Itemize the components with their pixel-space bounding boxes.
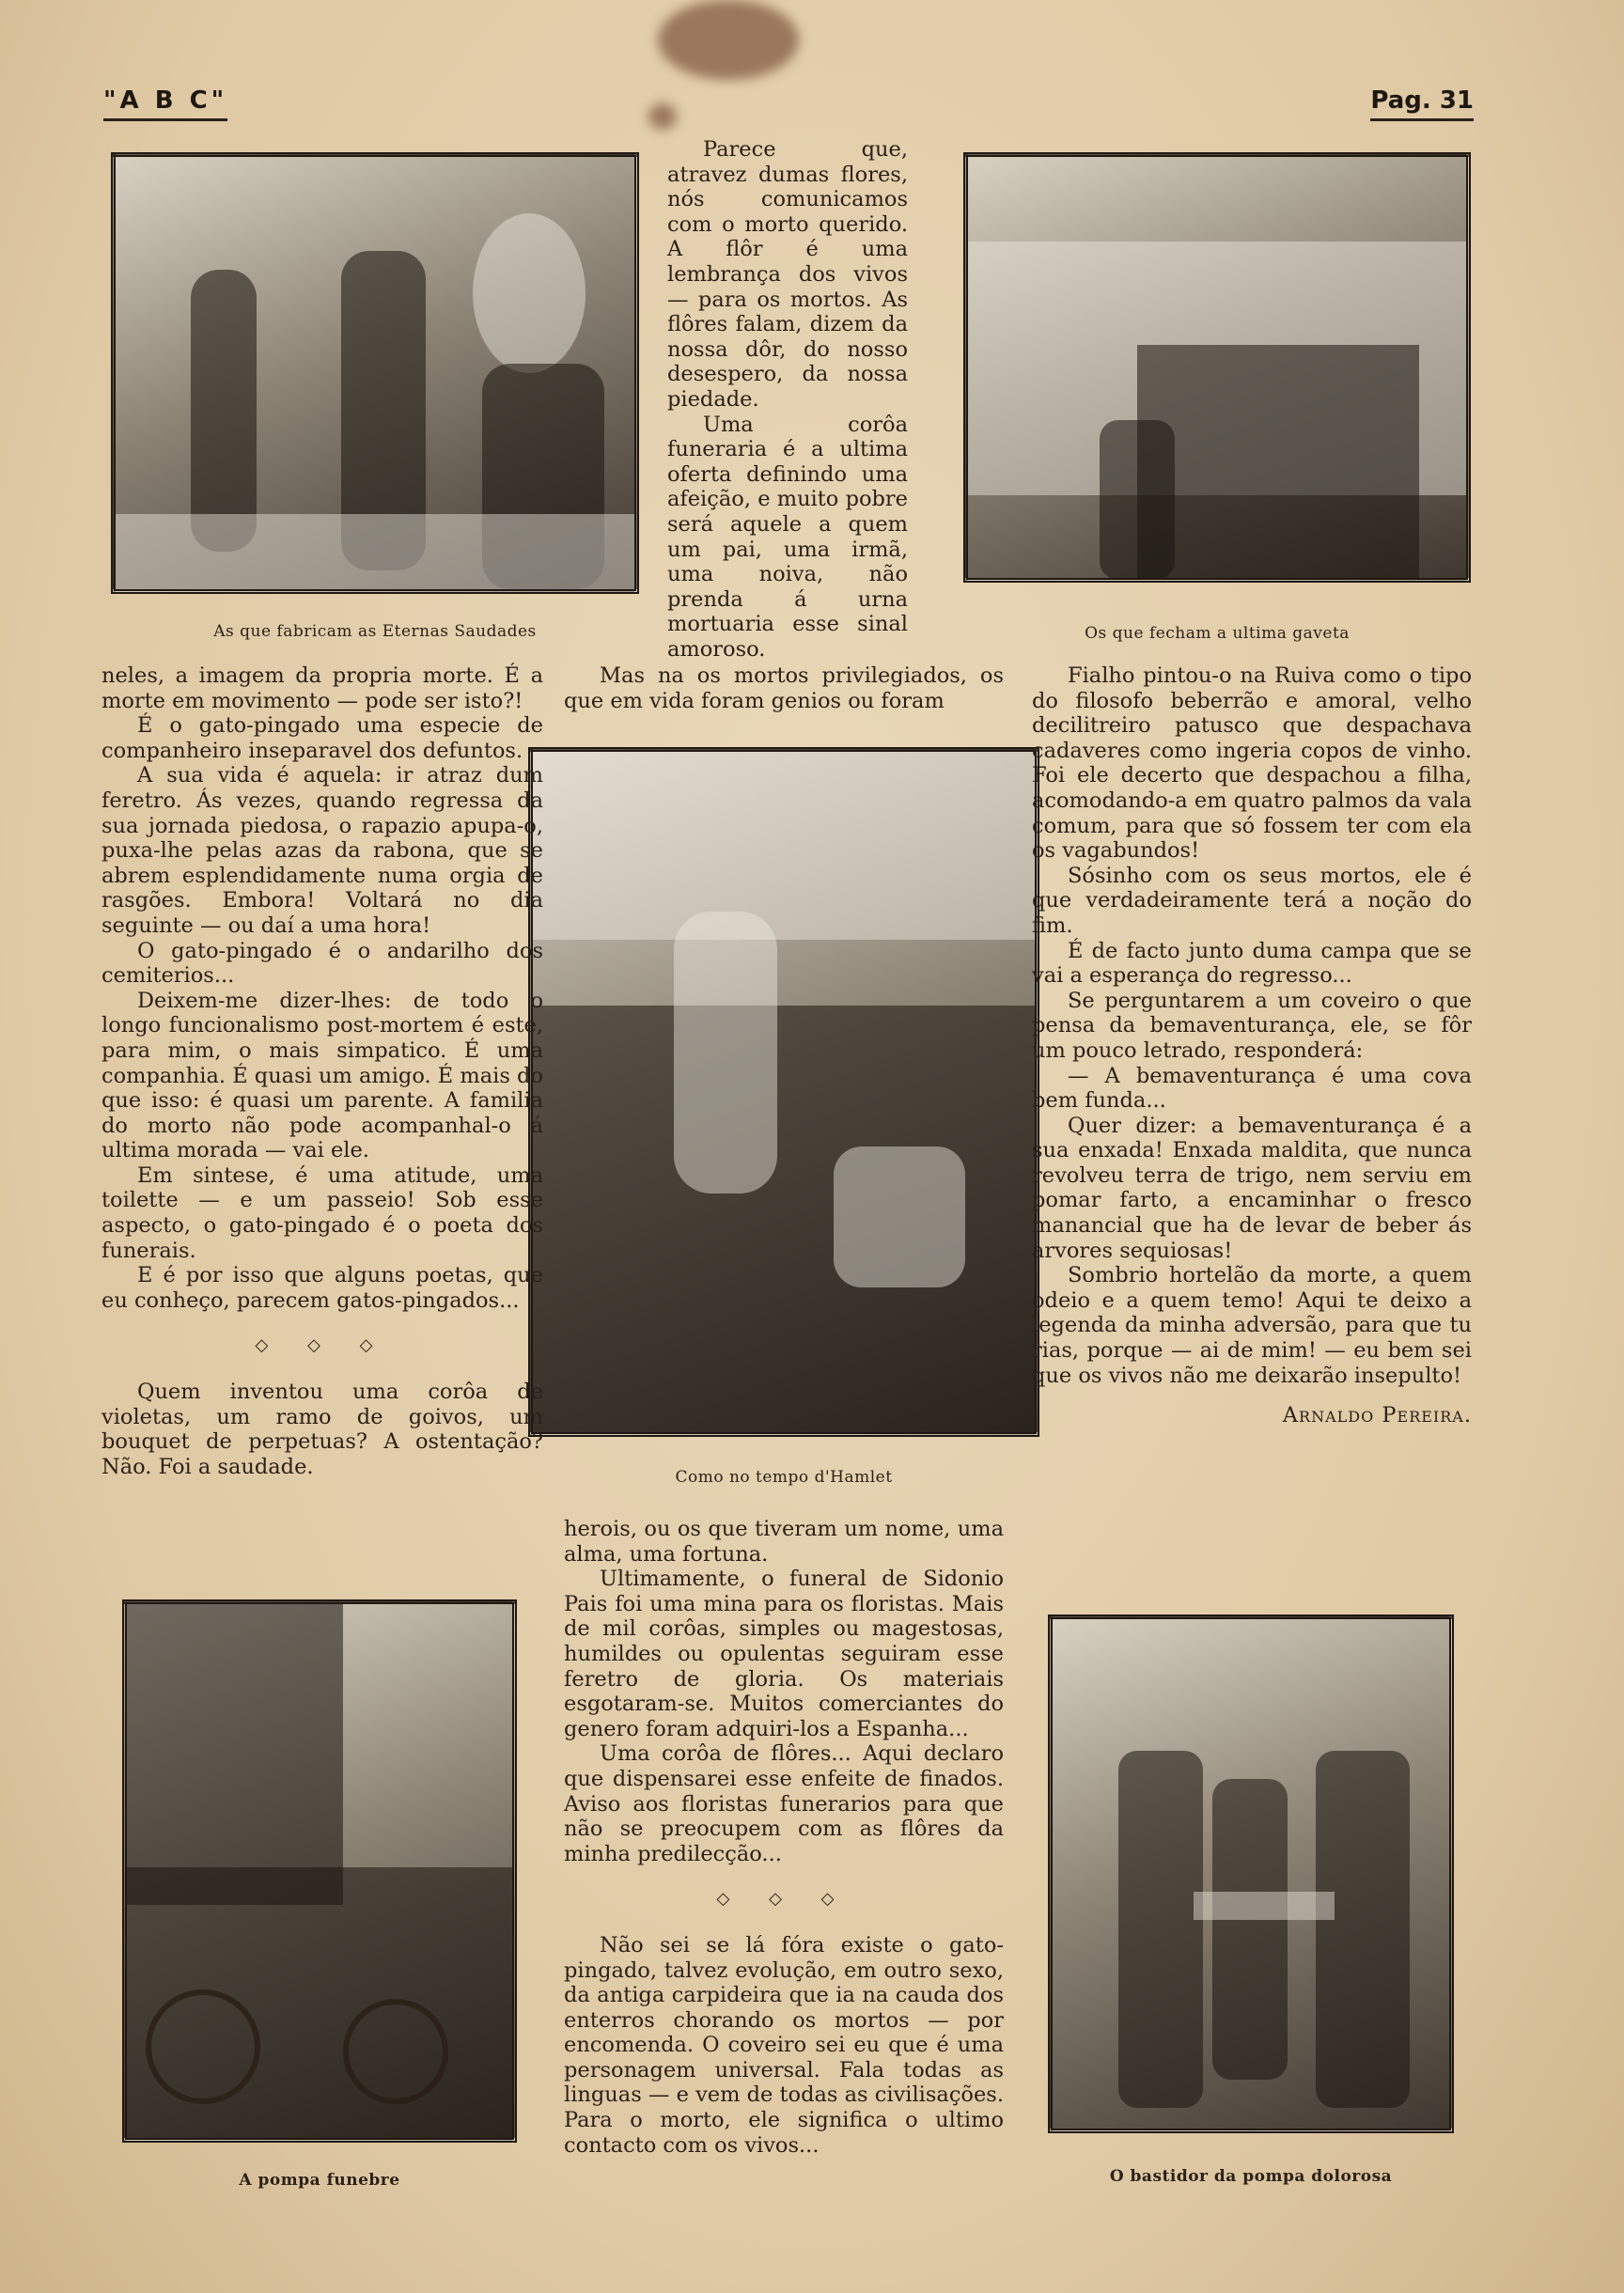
paragraph: É o gato-pingado uma especie de companheiro inseparavel dos defuntos. bbox=[102, 713, 543, 763]
paragraph: Mas na os mortos privilegiados, os que em vida foram genios ou foram bbox=[564, 663, 1004, 713]
caption-drawer-closers: Os que fecham a ultima gaveta bbox=[1085, 624, 1350, 643]
paragraph: Não sei se lá fóra existe o gato-pingado, talvez evolução, em outro sexo, da antiga carpideira que ia na cauda dos enterros chorando os mortos — por encomenda. O coveiro sei eu que é uma personagem universal. Fala todas as linguas — e vem de todas as civilisações. Para o morto, ele significa o ultimo contacto com os vivos... bbox=[564, 1932, 1004, 2158]
paragraph: Uma corôa funeraria é a ultima oferta definindo uma afeição, e muito pobre será aquele a quem um pai, uma irmã, uma noiva, não prenda á urna mortuaria esse sinal amoroso. bbox=[667, 412, 908, 662]
paragraph: Em sintese, é uma atitude, uma toilette — e um passeio! Sob esse aspecto, o gato-pingado é o poeta dos funerais. bbox=[102, 1162, 543, 1263]
paragraph: — A bemaventurança é uma cova bem funda... bbox=[1032, 1063, 1472, 1114]
paragraph: A sua vida é aquela: ir atraz dum feretro. Ás vezes, quando regressa da sua jornada piedosa, o rapazio apupa-o, puxa-lhe pelas azas da rabona, que se abrem esplendidamente numa orgia de rasgões. Embora! Voltará no dia seguinte — ou daí a uma hora! bbox=[102, 763, 543, 938]
ink-stain bbox=[658, 0, 799, 80]
article-column-mid-top bbox=[667, 137, 908, 662]
author-signature: Arnaldo Pereira. bbox=[1282, 1403, 1472, 1428]
paragraph: Sósinho com os seus mortos, ele é que verdadeiramente terá a noção do fim. bbox=[1032, 863, 1472, 938]
ink-stain bbox=[648, 103, 677, 130]
caption-backstage: O bastidor da pompa dolorosa bbox=[1109, 2167, 1393, 2186]
paragraph: Ultimamente, o funeral de Sidonio Pais foi uma mina para os floristas. Mais de mil corôas, simples ou magestosas, humildes ou opulentas seguiram esse feretro de gloria. Os materiais esgotaram-se. Muitos comerciantes do genero foram adquiri-los a Espanha... bbox=[564, 1567, 1004, 1741]
paragraph: É de facto junto duma campa que se vai a esperança do regresso... bbox=[1032, 938, 1472, 989]
paragraph: Parece que, atravez dumas flores, nós comunicamos com o morto querido. A flôr é uma lembrança dos vivos — para os mortos. As flôres falam, dizem da nossa dôr, do nosso desespero, da nossa piedade. bbox=[667, 137, 908, 412]
photo-wreath-makers bbox=[111, 152, 639, 594]
paragraph: E é por isso que alguns poetas, que eu conheço, parecem gatos-pingados... bbox=[102, 1263, 543, 1313]
paragraph: O gato-pingado é o andarilho dos cemiterios... bbox=[102, 938, 543, 989]
paragraph: neles, a imagem da propria morte. É a morte em movimento — pode ser isto?! bbox=[102, 663, 543, 713]
article-column-mid-bottom bbox=[564, 1517, 1004, 2158]
article-column-left bbox=[102, 663, 543, 1479]
paragraph: Uma corôa de flôres... Aqui declaro que dispensarei esse enfeite de finados. Aviso aos floristas funerarios para que não se preocupem com as flôres da minha predilecção... bbox=[564, 1741, 1004, 1866]
paragraph: Fialho pintou-o na Ruiva como o tipo do filosofo beberrão e amoral, velho decilitreiro patusco que despachava cadaveres como ingeria copos de vinho. Foi ele decerto que despachou a filha, acomodando-a em quatro palmos da vala comum, para que só fossem ter com ela os vagabundos! bbox=[1032, 663, 1472, 864]
photo-gravediggers bbox=[528, 747, 1039, 1437]
paragraph: Quem inventou uma corôa de violetas, um ramo de goivos, um bouquet de perpetuas? A ostentação? Não. Foi a saudade. bbox=[102, 1380, 543, 1479]
ornament: ◇ ◇ ◇ bbox=[255, 1335, 390, 1356]
page-number: Pag. 31 bbox=[1370, 86, 1474, 121]
caption-wreath-makers: As que fabricam as Eternas Saudades bbox=[213, 622, 537, 641]
paragraph: Deixem-me dizer-lhes: de todo o longo funcionalismo post-mortem é este, para mim, o mais simpatico. É uma companhia. É quasi um amigo. É mais do que isso: é quasi um parente. A familia do morto não pode acompanhal-o á ultima morada — vai ele. bbox=[102, 988, 543, 1163]
article-column-mid-line bbox=[564, 663, 1004, 713]
photo-backstage bbox=[1048, 1614, 1454, 2133]
paragraph: herois, ou os que tiveram um nome, uma alma, uma fortuna. bbox=[564, 1517, 1004, 1567]
photo-funeral-carriage bbox=[122, 1599, 517, 2143]
ornament: ◇ ◇ ◇ bbox=[716, 1889, 851, 1910]
photo-drawer-closers bbox=[963, 152, 1471, 583]
paragraph: Sombrio hortelão da morte, a quem odeio e a quem temo! Aqui te deixo a legenda da minha adversão, para que tu rias, porque — ai de mim! — eu bem sei que os vivos não me deixarão insepulto! bbox=[1032, 1263, 1472, 1388]
article-column-right bbox=[1032, 663, 1472, 1428]
caption-gravediggers: Como no tempo d'Hamlet bbox=[675, 1468, 893, 1487]
caption-funeral-carriage: A pompa funebre bbox=[239, 2171, 400, 2190]
magazine-title: "A B C" bbox=[103, 86, 227, 121]
paragraph: Quer dizer: a bemaventurança é a sua enxada! Enxada maldita, que nunca revolveu terra de trigo, nem serviu em pomar farto, a encaminhar o fresco manancial que ha de levar de beber ás arvores sequiosas! bbox=[1032, 1113, 1472, 1263]
paragraph: Se perguntarem a um coveiro o que pensa da bemaventurança, ele, se fôr um pouco letrado, responderá: bbox=[1032, 988, 1472, 1063]
